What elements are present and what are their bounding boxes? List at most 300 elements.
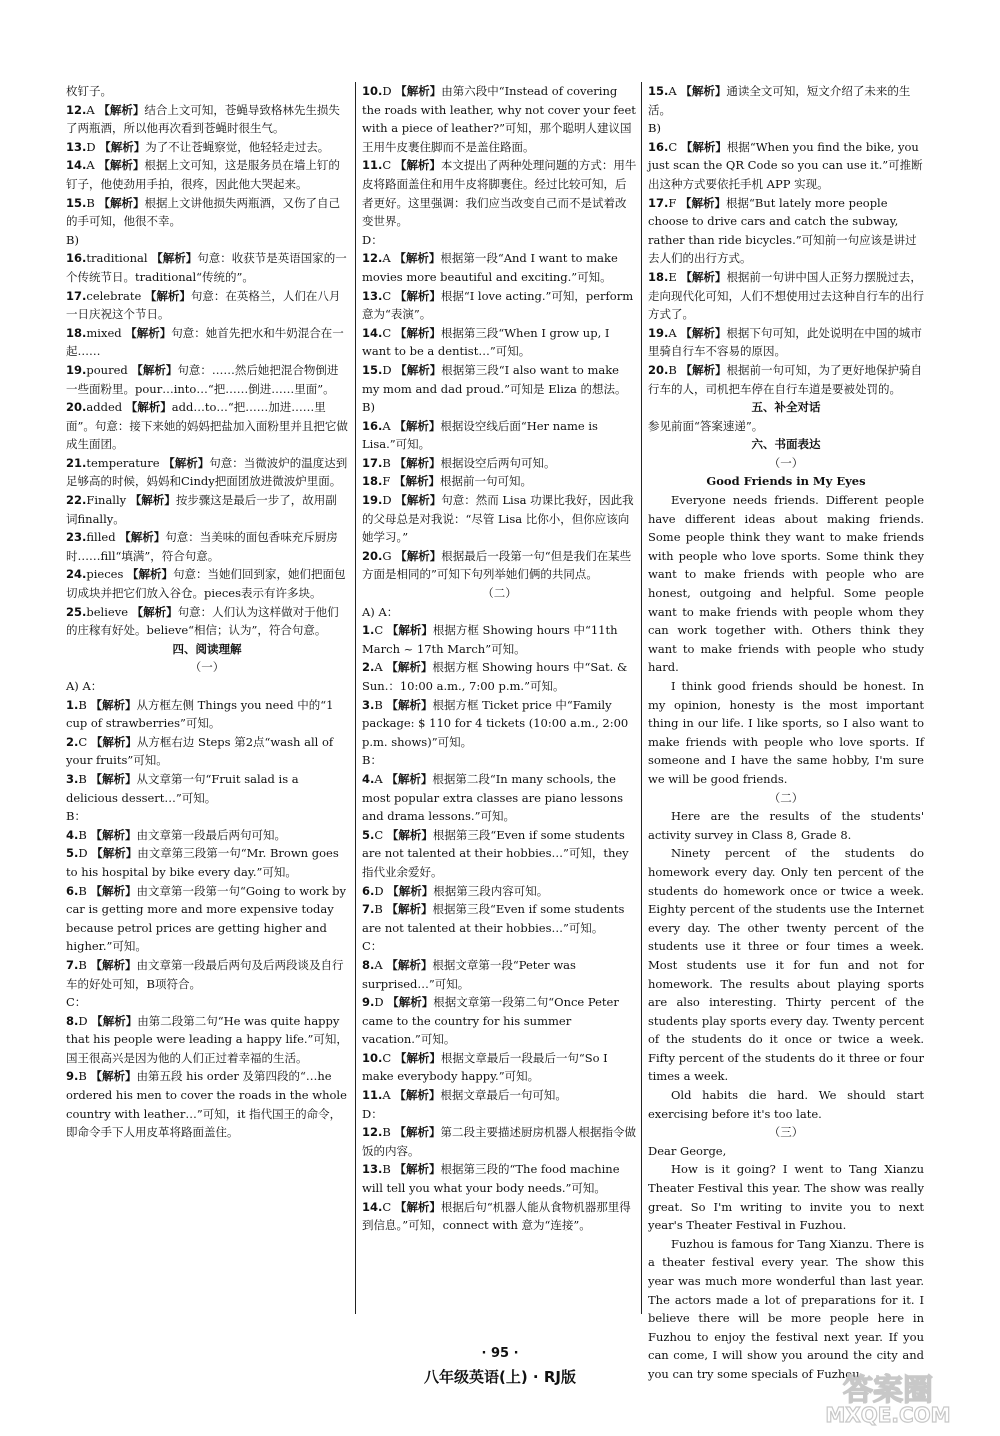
analysis-tag: 【解析】 (98, 102, 145, 117)
analysis-text: 根据“I love acting.”可知，perform 意为“表演”。 (362, 288, 634, 322)
item-answer: B (382, 1162, 391, 1177)
item-answer: A (86, 158, 95, 173)
answer-item (362, 621, 637, 658)
answer-item (362, 361, 637, 398)
item-answer: B (86, 195, 95, 210)
analysis-text: 句意：当微波炉的温度达到足够高的时候，妈妈和Cindy把面团放进微波炉里面。 (66, 455, 348, 489)
analysis-text: 根据文章最后一段最后一句“So I make everybody happy.”可知。 (362, 1050, 608, 1084)
item-answer: D (86, 139, 96, 154)
analysis-text: 结合上文可知，苍蝇导致格林先生损失了两瓶酒，所以他再次看到苍蝇时很生气。 (66, 102, 340, 136)
analysis-tag: 【解析】 (127, 567, 174, 582)
item-number: 12. (362, 251, 383, 266)
item-number: 1. (362, 623, 375, 638)
item-number: 1. (66, 697, 79, 712)
item-answer: B (374, 697, 383, 712)
item-number: 12. (66, 102, 87, 117)
analysis-tag: 【解析】 (394, 288, 441, 303)
essay-paragraph: How is it going? I went to Tang Xianzu Theater Festival this year. The show was really great. So I'm writing to invite you to next year's Theater Festival in Fuzhou. (648, 1162, 924, 1233)
item-answer: A (374, 957, 383, 972)
analysis-tag: 【解析】 (90, 957, 137, 972)
text-line: 参见前面“答案速递”。 (648, 418, 764, 433)
item-answer: E (668, 269, 677, 284)
item-number: 4. (362, 771, 375, 786)
item-answer: C (382, 158, 392, 173)
section-label: B： (362, 753, 382, 768)
item-answer: traditional (86, 251, 148, 266)
section-label: D： (362, 1106, 383, 1121)
column-divider-right (641, 82, 642, 1314)
watermark-main: 答案圈 (843, 1373, 933, 1408)
answer-item (66, 454, 348, 491)
item-number: 11. (362, 158, 383, 173)
item-answer: D (382, 362, 392, 377)
item-answer: C (374, 827, 384, 842)
analysis-text: 根据前一句可知。 (440, 474, 533, 489)
analysis-text: 根据前一句可知，为了更好地保护骑自行车的人，司机把车停在自行车道是要被处罚的。 (648, 362, 922, 396)
answer-item (362, 82, 637, 156)
analysis-text: 句意：当美味的面包香味充斥厨房时……fill“填满”，符合句意。 (66, 530, 338, 563)
analysis-text: 根据上文可知，这是服务员在墙上钉的钉子，他使劲用手拍，很疼，因此他大哭起来。 (66, 158, 340, 191)
section-label: A) A： (66, 679, 103, 693)
analysis-text: 按步骤这是最后一步了，故用副词finally。 (66, 493, 337, 526)
answer-item (66, 733, 348, 770)
answer-item (362, 1086, 637, 1105)
analysis-text: 句意：人们认为这样做对于他们的庄稼有好处。believe“相信；认为”，符合句意。 (66, 604, 339, 638)
item-answer: A (668, 325, 677, 340)
item-number: 23. (66, 530, 87, 545)
analysis-tag: 【解析】 (394, 1050, 441, 1065)
item-answer: C (382, 325, 392, 340)
analysis-tag: 【解析】 (90, 734, 137, 749)
analysis-text: 句意：收获节是英语国家的一个传统节日。traditional“传统的”。 (66, 251, 347, 284)
item-number: 4. (66, 827, 79, 842)
analysis-tag: 【解析】 (144, 288, 191, 303)
item-number: 20. (362, 548, 383, 563)
answer-item (66, 528, 348, 565)
answer-item (362, 491, 637, 547)
answer-item (66, 603, 348, 640)
answer-item (648, 361, 924, 398)
answer-item (66, 491, 348, 528)
analysis-text: 根据下句可知，此处说明在中国的城市里骑自行车不容易的原因。 (648, 325, 922, 359)
analysis-text: 通读全文可知，短文介绍了未来的生活。 (648, 84, 911, 117)
item-answer: B (78, 883, 87, 898)
item-answer: added (86, 400, 123, 415)
analysis-text: 根据第三段的“The food machine will tell you what your body needs.”可知。 (362, 1162, 620, 1196)
item-answer: A (374, 771, 383, 786)
item-answer: believe (86, 604, 129, 619)
analysis-tag: 【解析】 (163, 455, 210, 470)
analysis-text: 由文章第一段第一句“Going to work by car is getting more and more expensive today because petrol prices are getting higher and higher.”可知。 (66, 883, 347, 954)
analysis-text: 根据文章第一段第二句“Once Peter came to the country for his summer vacation.”可知。 (362, 995, 619, 1047)
analysis-text: 由文章第一段最后两句及后两段谈及自行车的好处可知，B项符合。 (66, 957, 344, 991)
analysis-tag: 【解析】 (680, 84, 727, 98)
analysis-tag: 【解析】 (386, 957, 433, 972)
analysis-text: 根据方框 Ticket price 中“Family package: $ 110 for 4 tickets (10:00 a.m., 2:00 p.m. shows)”可知。 (362, 697, 629, 749)
answer-item (362, 993, 637, 1049)
continued-text: 枚钉子。 (66, 84, 112, 98)
book-title: 八年级英语(上) · RJ版 (424, 1368, 576, 1386)
analysis-tag: 【解析】 (386, 697, 433, 712)
column-divider-left (355, 82, 356, 1314)
item-number: 21. (66, 455, 87, 470)
item-answer: C (668, 139, 678, 154)
answer-item (66, 1067, 348, 1141)
analysis-text: add…to…“把……加进……里面”。句意：接下来她的妈妈把盐加入面粉里并且把它做成生面团。 (66, 400, 348, 452)
item-number: 19. (648, 325, 669, 340)
essay-paragraph: I think good friends should be honest. In my opinion, honesty is the most important thing in our life. I like sports, so I also want to make friends with people who love sports. If someone and I have the same hobby, I'm sure we will be good friends. (648, 679, 924, 786)
item-number: 9. (66, 1069, 79, 1084)
analysis-text: 本文提出了两种处理问题的方式：用牛皮将路面盖住和用牛皮将脚裹住。经过比较可知，后者更好。这里强调：我们应当改变自己而不是试着改变世界。 (362, 158, 637, 229)
analysis-text: 从方框右边 Steps 第2点“wash all of your fruits”可知。 (66, 734, 334, 768)
item-answer: B (78, 771, 87, 786)
answer-item (648, 138, 924, 194)
item-answer: temperature (86, 455, 160, 470)
item-number: 2. (362, 660, 375, 675)
item-answer: A (374, 660, 383, 675)
answer-item (362, 770, 637, 826)
item-number: 9. (362, 995, 375, 1010)
analysis-tag: 【解析】 (394, 251, 441, 266)
item-answer: C (374, 623, 384, 638)
answer-item (66, 324, 348, 361)
analysis-text: 由文章第一段最后两句可知。 (136, 827, 286, 842)
item-answer: G (382, 548, 392, 563)
item-number: 3. (66, 771, 79, 786)
text-line: Dear George, (648, 1143, 727, 1158)
section-heading: 四、阅读理解 (172, 641, 242, 656)
item-number: 12. (362, 1125, 383, 1140)
answer-item (362, 658, 637, 695)
analysis-tag: 【解析】 (90, 697, 137, 712)
analysis-text: 根据第三段内容可知。 (433, 883, 549, 898)
answer-item (66, 138, 348, 157)
item-answer: C (382, 288, 392, 303)
analysis-tag: 【解析】 (90, 827, 137, 842)
answer-item (66, 956, 348, 993)
item-number: 14. (362, 1199, 383, 1214)
answer-item (66, 156, 348, 193)
analysis-tag: 【解析】 (394, 1162, 441, 1177)
item-answer: B (382, 455, 391, 470)
analysis-tag: 【解析】 (131, 362, 178, 377)
item-number: 25. (66, 604, 87, 619)
section-label: C： (362, 939, 383, 954)
item-number: 19. (362, 493, 383, 508)
item-number: 14. (66, 158, 87, 173)
analysis-tag: 【解析】 (90, 771, 137, 786)
item-number: 20. (66, 400, 87, 415)
item-number: 3. (362, 697, 375, 712)
answer-column-right (648, 82, 924, 1384)
answer-item (362, 1198, 637, 1235)
item-number: 13. (66, 139, 87, 154)
item-answer: D (374, 995, 384, 1010)
item-answer: B (78, 827, 87, 842)
essay-paragraph: Here are the results of the students' activity survey in Class 8, Grade 8. (648, 809, 924, 842)
item-answer: D (374, 883, 384, 898)
answer-item (66, 194, 348, 231)
item-number: 13. (362, 288, 383, 303)
answer-column-left (66, 82, 348, 1142)
analysis-tag: 【解析】 (98, 158, 145, 173)
answer-item (66, 844, 348, 881)
section-label: B) (648, 121, 661, 136)
watermark-site: MXQE.COM (825, 1403, 951, 1426)
analysis-text: 句意：在英格兰，人们在八月一日庆祝这个节日。 (66, 288, 341, 322)
analysis-text: 根据文章最后一句可知。 (440, 1088, 567, 1103)
essay-paragraph: Old habits die hard. We should start exercising before it's too late. (648, 1088, 924, 1121)
answer-item (648, 268, 924, 324)
essay-title: Good Friends in My Eyes (706, 474, 866, 489)
answer-item (362, 696, 637, 752)
item-answer: F (382, 474, 391, 489)
answer-item (66, 287, 348, 324)
answer-item (66, 398, 348, 454)
analysis-tag: 【解析】 (151, 251, 198, 266)
item-answer: D (78, 1013, 88, 1028)
analysis-tag: 【解析】 (394, 1125, 441, 1140)
item-number: 24. (66, 567, 87, 582)
analysis-text: 由第六段中“Instead of covering the roads with leather, why not cover your feet with a piece of leather?”可知，那个聪明人建议国王用牛皮裹住脚而不是盖住路面。 (362, 84, 636, 154)
analysis-tag: 【解析】 (395, 84, 442, 98)
answer-item (362, 249, 637, 286)
analysis-tag: 【解析】 (394, 418, 441, 433)
analysis-tag: 【解析】 (680, 362, 727, 377)
answer-item (66, 696, 348, 733)
item-answer: Finally (86, 493, 127, 508)
item-number: 17. (362, 455, 383, 470)
analysis-text: 句意：……然后她把混合物倒进一些面粉里。pour…into…“把……倒进……里面”。 (66, 362, 339, 396)
analysis-tag: 【解析】 (394, 474, 441, 489)
answer-item (362, 882, 637, 901)
analysis-text: 根据第三段“Even if some students are not talented at their hobbies…”可知，they 指代业余爱好。 (362, 827, 629, 879)
item-number: 16. (648, 139, 669, 154)
analysis-text: 根据设空线后面“Her name is Lisa.”可知。 (362, 418, 598, 452)
answer-item (66, 826, 348, 845)
analysis-tag: 【解析】 (99, 139, 146, 154)
analysis-tag: 【解析】 (680, 269, 727, 284)
item-answer: A (668, 84, 677, 98)
item-answer: B (374, 902, 383, 917)
answer-item (362, 454, 637, 473)
analysis-text: 句意：当她们回到家，她们把面包切成块并把它们放入谷仓。pieces表示有许多块。 (66, 567, 346, 601)
analysis-tag: 【解析】 (90, 1069, 137, 1084)
analysis-tag: 【解析】 (395, 362, 442, 377)
section-heading: 五、补全对话 (751, 400, 821, 415)
analysis-tag: 【解析】 (386, 660, 433, 675)
analysis-tag: 【解析】 (91, 1013, 138, 1028)
answer-item (362, 472, 637, 491)
item-answer: mixed (86, 325, 122, 340)
item-number: 10. (362, 84, 383, 98)
item-number: 13. (362, 1162, 383, 1177)
watermark-logo (808, 1370, 968, 1426)
item-number: 10. (362, 1050, 383, 1065)
item-number: 6. (362, 883, 375, 898)
analysis-text: 根据“But lately more people choose to drive cars and catch the subway, rather than ride bicycles.”可知前一句应该是讲过去人们的出行方式。 (648, 195, 917, 266)
analysis-tag: 【解析】 (129, 493, 176, 508)
analysis-text: 根据方框 Showing hours 中“11th March ~ 17th March”可知。 (362, 623, 618, 656)
analysis-text: 根据方框 Showing hours 中“Sat. & Sun.：10:00 a.m., 7:00 p.m.”可知。 (362, 660, 628, 693)
analysis-tag: 【解析】 (125, 325, 172, 340)
analysis-tag: 【解析】 (119, 530, 166, 545)
item-answer: D (382, 84, 392, 98)
answer-item (362, 287, 637, 324)
analysis-tag: 【解析】 (394, 1088, 441, 1103)
answer-item (362, 547, 637, 584)
section-label: B： (66, 809, 86, 824)
answer-item (66, 770, 348, 807)
analysis-tag: 【解析】 (125, 400, 172, 415)
item-number: 8. (362, 957, 375, 972)
analysis-text: 根据第三段“I also want to make my mom and dad proud.”可知是 Eliza 的想法。 (362, 362, 627, 396)
item-answer: pieces (86, 567, 124, 582)
item-answer: C (78, 734, 88, 749)
item-number: 18. (648, 269, 669, 284)
answer-item (66, 882, 348, 956)
item-number: 6. (66, 883, 79, 898)
item-number: 20. (648, 362, 669, 377)
subsection-number: （一） (189, 660, 225, 675)
analysis-tag: 【解析】 (386, 771, 433, 786)
analysis-text: 根据最后一段第一句“但是我们在某些方面是相同的”可知下句列举她们俩的共同点。 (362, 548, 632, 582)
item-answer: poured (86, 362, 128, 377)
item-number: 16. (362, 418, 383, 433)
analysis-tag: 【解析】 (386, 623, 433, 638)
section-label: A) A： (362, 604, 399, 619)
subsection-number: （二） (768, 790, 804, 805)
item-answer: B (78, 697, 87, 712)
item-answer: A (382, 251, 391, 266)
item-answer: A (382, 1088, 391, 1103)
item-answer: B (668, 362, 677, 377)
essay-paragraph: Ninety percent of the students do homework every day. Only ten percent of the students do homework once or twice a week. Eighty percent of the students use the Internet every day. The other twenty percent of the students use it three or four times a week. Most students use it for fun and not for homework. The results about playing sports are also interesting. Thirty percent of the students play sports every day. Twenty percent of the students do it once or twice a week. Fifty percent of the students do it three or four times a week. (648, 846, 924, 1084)
answer-item (362, 1160, 637, 1197)
item-answer: F (668, 195, 677, 210)
item-number: 22. (66, 493, 87, 508)
item-number: 7. (66, 957, 79, 972)
analysis-tag: 【解析】 (394, 158, 441, 173)
item-number: 2. (66, 734, 79, 749)
analysis-text: 句意：她首先把水和牛奶混合在一起…… (66, 325, 344, 359)
section-heading: 六、书面表达 (751, 437, 821, 452)
answer-item (66, 565, 348, 602)
answer-item (362, 900, 637, 937)
subsection-number: （二） (482, 586, 517, 601)
item-number: 16. (66, 251, 87, 266)
page-number: · 95 · (481, 1346, 519, 1361)
item-number: 5. (362, 827, 375, 842)
item-number: 17. (648, 195, 669, 210)
item-answer: B (78, 1069, 87, 1084)
answer-column-middle (362, 82, 637, 1235)
item-number: 18. (66, 325, 87, 340)
answer-item (362, 956, 637, 993)
answer-item (648, 82, 924, 119)
item-answer: D (78, 846, 88, 861)
item-number: 11. (362, 1088, 383, 1103)
item-answer: C (382, 1050, 392, 1065)
analysis-tag: 【解析】 (90, 883, 137, 898)
analysis-tag: 【解析】 (394, 1199, 441, 1214)
answer-item (362, 324, 637, 361)
analysis-tag: 【解析】 (387, 995, 434, 1010)
item-number: 15. (66, 195, 87, 210)
answer-item (362, 1049, 637, 1086)
analysis-tag: 【解析】 (395, 493, 442, 508)
analysis-tag: 【解析】 (680, 325, 727, 340)
analysis-text: 根据设空后两句可知。 (440, 455, 556, 470)
analysis-text: 根据第二段“In many schools, the most popular extra classes are piano lessons and drama lessons.”可知。 (362, 771, 624, 824)
item-answer: B (382, 1125, 391, 1140)
analysis-text: 由第二段第二句“He was quite happy that his people were leading a happy life.”可知，国王很高兴是因为他的人们正过着幸福的生活。 (66, 1013, 348, 1065)
answer-item (362, 417, 637, 454)
item-answer: filled (86, 530, 116, 545)
item-number: 18. (362, 474, 383, 489)
analysis-tag: 【解析】 (386, 902, 433, 917)
analysis-tag: 【解析】 (131, 604, 178, 619)
analysis-text: 根据后句“机器人能从食物机器那里得到信息。”可知，connect with 意为“连接”。 (362, 1199, 631, 1233)
item-number: 14. (362, 325, 383, 340)
analysis-tag: 【解析】 (394, 455, 441, 470)
item-number: 15. (648, 84, 669, 98)
item-answer: A (382, 418, 391, 433)
analysis-text: 根据“When you find the bike, you just scan the QR Code so you can use it.”可推断出这种方式要依托手机 APP 实现。 (648, 139, 923, 191)
section-label: D： (362, 232, 383, 247)
answer-item (66, 361, 348, 398)
analysis-text: 根据文章第一段“Peter was surprised…”可知。 (362, 957, 576, 991)
section-label: B) (362, 400, 375, 415)
item-number: 17. (66, 288, 87, 303)
answer-item (648, 324, 924, 361)
answer-item (66, 1012, 348, 1068)
answer-item (362, 826, 637, 882)
analysis-text: 句意：然而 Lisa 功课比我好，因此我的父母总是对我说：“尽管 Lisa 比你小，但你应该向她学习。” (362, 493, 634, 545)
essay-paragraph: Everyone needs friends. Different people have different ideas about making friends. Some people think they want to make friends with people who love sports. Some think they want to make friends with people who are honest, outgoing and helpful. Some people want to make friends with people whom they can work together with. Others think they want to make friends with people who study hard. (648, 493, 924, 675)
item-number: 7. (362, 902, 375, 917)
analysis-text: 根据前一句讲中国人正努力摆脱过去，走向现代化可知，人们不想使用过去这种自行车的出行方式了。 (648, 269, 924, 322)
analysis-text: 为了不让苍蝇察觉，他轻轻走过去。 (145, 139, 330, 154)
item-number: 8. (66, 1013, 79, 1028)
answer-item (66, 101, 348, 138)
essay-paragraph: Fuzhou is famous for Tang Xianzu. There is a theater festival every year. The show this year was much more wonderful than last year. The actors made a lot of preparations for it. I believe there will be more people here in Fuzhou to enjoy the festival next year. If you can come, I will show you around the city and you can try some specials of Fuzhou. (648, 1236, 924, 1381)
analysis-tag: 【解析】 (386, 827, 433, 842)
answer-item (362, 156, 637, 230)
analysis-tag: 【解析】 (395, 548, 442, 563)
analysis-text: 由第五段 his order 及第四段的“…he ordered his men to cover the roads in the whole country with leather…”可知，it 指代国王的命令，即命令手下人用皮革将路面盖住。 (66, 1069, 347, 1140)
item-number: 15. (362, 362, 383, 377)
answer-item (362, 1123, 637, 1160)
answer-item (66, 249, 348, 286)
section-label: B) (66, 232, 79, 247)
item-number: 19. (66, 362, 87, 377)
analysis-tag: 【解析】 (91, 846, 138, 861)
item-answer: D (382, 493, 392, 508)
section-label: C： (66, 995, 87, 1010)
analysis-text: 根据第三段“When I grow up, I want to be a dentist…”可知。 (362, 325, 610, 359)
analysis-text: 由文章第三段第一句“Mr. Brown goes to his hospital by bike every day.”可知。 (66, 846, 339, 879)
subsection-number: （三） (768, 1125, 804, 1140)
analysis-text: 第二段主要描述厨房机器人根据指令做饭的内容。 (362, 1125, 636, 1158)
analysis-text: 根据第三段“Even if some students are not talented at their hobbies…”可知。 (362, 902, 625, 935)
analysis-text: 根据上文讲他损失两瓶酒，又伤了自己的手可知，他很不幸。 (66, 195, 340, 229)
item-answer: C (382, 1199, 392, 1214)
analysis-tag: 【解析】 (680, 195, 727, 210)
analysis-tag: 【解析】 (387, 883, 434, 898)
analysis-text: 从方框左侧 Things you need 中的“1 cup of strawberries”可知。 (66, 697, 334, 731)
analysis-text: 从文章第一句“Fruit salad is a delicious dessert…”可知。 (66, 771, 299, 805)
